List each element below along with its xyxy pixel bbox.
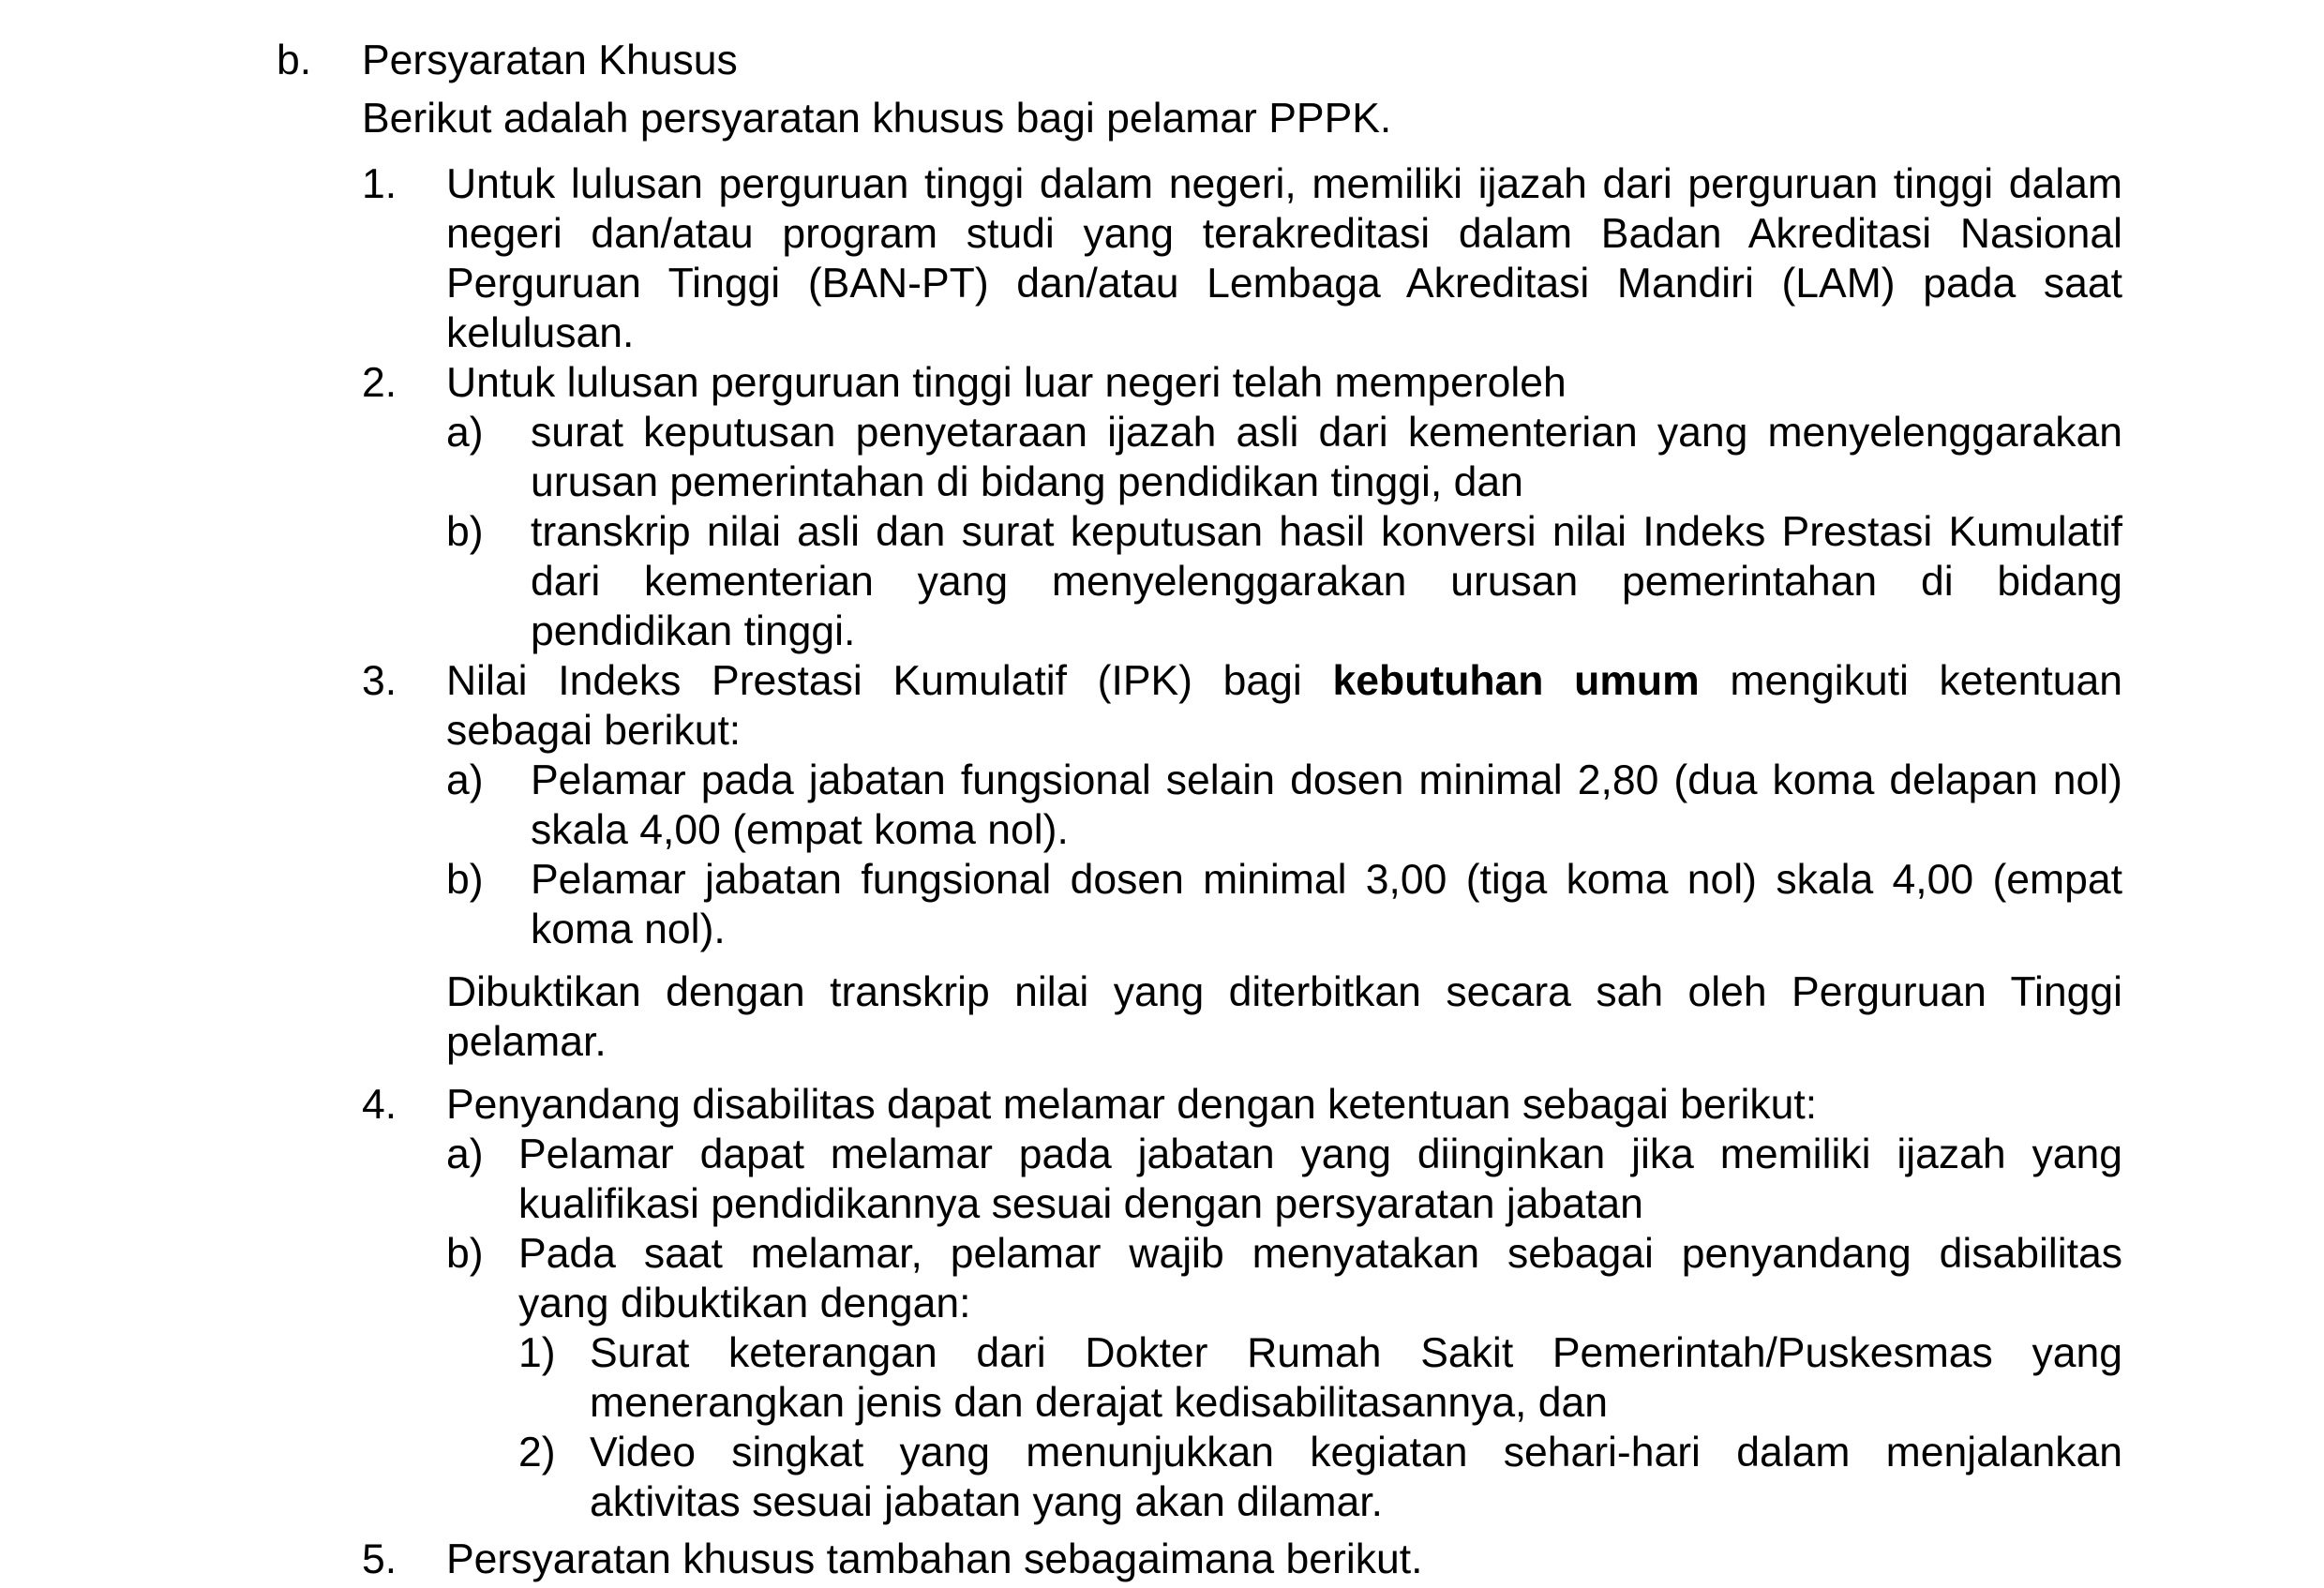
section-title: Persyaratan Khusus — [362, 37, 738, 83]
subitem-text-line: koma nol). — [531, 906, 726, 952]
subitem-text-line: Pelamar dapat melamar pada jabatan yang diinginkan jika memiliki ijazah yang — [518, 1131, 2122, 1177]
subitem-text-line: Pada saat melamar, pelamar wajib menyatakan sebagai penyandang disabilitas — [518, 1231, 2122, 1277]
item-text-segment: Nilai Indeks Prestasi Kumulatif (IPK) bagi — [446, 658, 1302, 704]
subitem-text-line: Pelamar pada jabatan fungsional selain dosen minimal 2,80 (dua koma delapan nol) — [531, 757, 2122, 803]
subitem-text-line: Pelamar jabatan fungsional dosen minimal 3,00 (tiga koma nol) skala 4,00 (empat — [531, 857, 2122, 903]
subitem-marker: a) — [446, 757, 484, 803]
nested-item-text-line: aktivitas sesuai jabatan yang akan dilamar. — [590, 1479, 1383, 1525]
subitem-marker: b) — [446, 857, 484, 903]
emphasis-text: kebutuhan umum — [1332, 658, 1700, 704]
subitem-marker: a) — [446, 410, 484, 456]
item-text-segment: mengikuti ketentuan — [1730, 658, 2122, 704]
item-text-line: kelulusan. — [446, 310, 635, 356]
item-text-line: negeri dan/atau program studi yang terakreditasi dalam Badan Akreditasi Nasional — [446, 211, 2122, 257]
item-text-line: Untuk lulusan perguruan tinggi luar negeri telah memperoleh — [446, 360, 1567, 406]
subitem-text-line: yang dibuktikan dengan: — [518, 1281, 971, 1326]
item-number: 5. — [362, 1536, 397, 1582]
item-number: 1. — [362, 161, 397, 207]
subitem-marker: a) — [446, 1131, 484, 1177]
item-number: 4. — [362, 1082, 397, 1128]
nested-item-text-line: menerangkan jenis dan derajat kedisabilitasannya, dan — [590, 1380, 1609, 1426]
nested-item-marker: 1) — [518, 1330, 556, 1376]
item-text-line: Penyandang disabilitas dapat melamar dengan ketentuan sebagai berikut: — [446, 1082, 1818, 1128]
subitem-text-line: skala 4,00 (empat koma nol). — [531, 807, 1069, 853]
item-number: 2. — [362, 360, 397, 406]
subitem-text-line: surat keputusan penyetaraan ijazah asli dari kementerian yang menyelenggarakan — [531, 410, 2122, 456]
section-marker: b. — [277, 37, 312, 83]
subitem-text-line: transkrip nilai asli dan surat keputusan hasil konversi nilai Indeks Prestasi Kumulatif — [531, 509, 2122, 555]
nested-item-marker: 2) — [518, 1430, 556, 1476]
item-number: 3. — [362, 658, 397, 704]
item-text-line: Untuk lulusan perguruan tinggi dalam negeri, memiliki ijazah dari perguruan tinggi dalam — [446, 161, 2122, 207]
note-text-line: Dibuktikan dengan transkrip nilai yang diterbitkan secara sah oleh Perguruan Tinggi — [446, 969, 2122, 1015]
nested-item-text-line: Video singkat yang menunjukkan kegiatan sehari-hari dalam menjalankan — [590, 1430, 2122, 1476]
item-text-line: sebagai berikut: — [446, 708, 742, 754]
item-text-line: Perguruan Tinggi (BAN-PT) dan/atau Lembaga Akreditasi Mandiri (LAM) pada saat — [446, 261, 2122, 307]
section-intro: Berikut adalah persyaratan khusus bagi pelamar PPPK. — [362, 96, 1392, 142]
note-text-line: pelamar. — [446, 1019, 607, 1065]
nested-item-text-line: Surat keterangan dari Dokter Rumah Sakit Pemerintah/Puskesmas yang — [590, 1330, 2122, 1376]
item-text-line: Persyaratan khusus tambahan sebagaimana berikut. — [446, 1536, 1423, 1582]
subitem-text-line: pendidikan tinggi. — [531, 608, 856, 654]
item-text-line — [446, 656, 2122, 706]
subitem-text-line: kualifikasi pendidikannya sesuai dengan persyaratan jabatan — [518, 1181, 1643, 1227]
subitem-text-line: dari kementerian yang menyelenggarakan urusan pemerintahan di bidang — [531, 559, 2122, 605]
subitem-marker: b) — [446, 509, 484, 555]
subitem-text-line: urusan pemerintahan di bidang pendidikan tinggi, dan — [531, 459, 1523, 505]
subitem-marker: b) — [446, 1231, 484, 1277]
